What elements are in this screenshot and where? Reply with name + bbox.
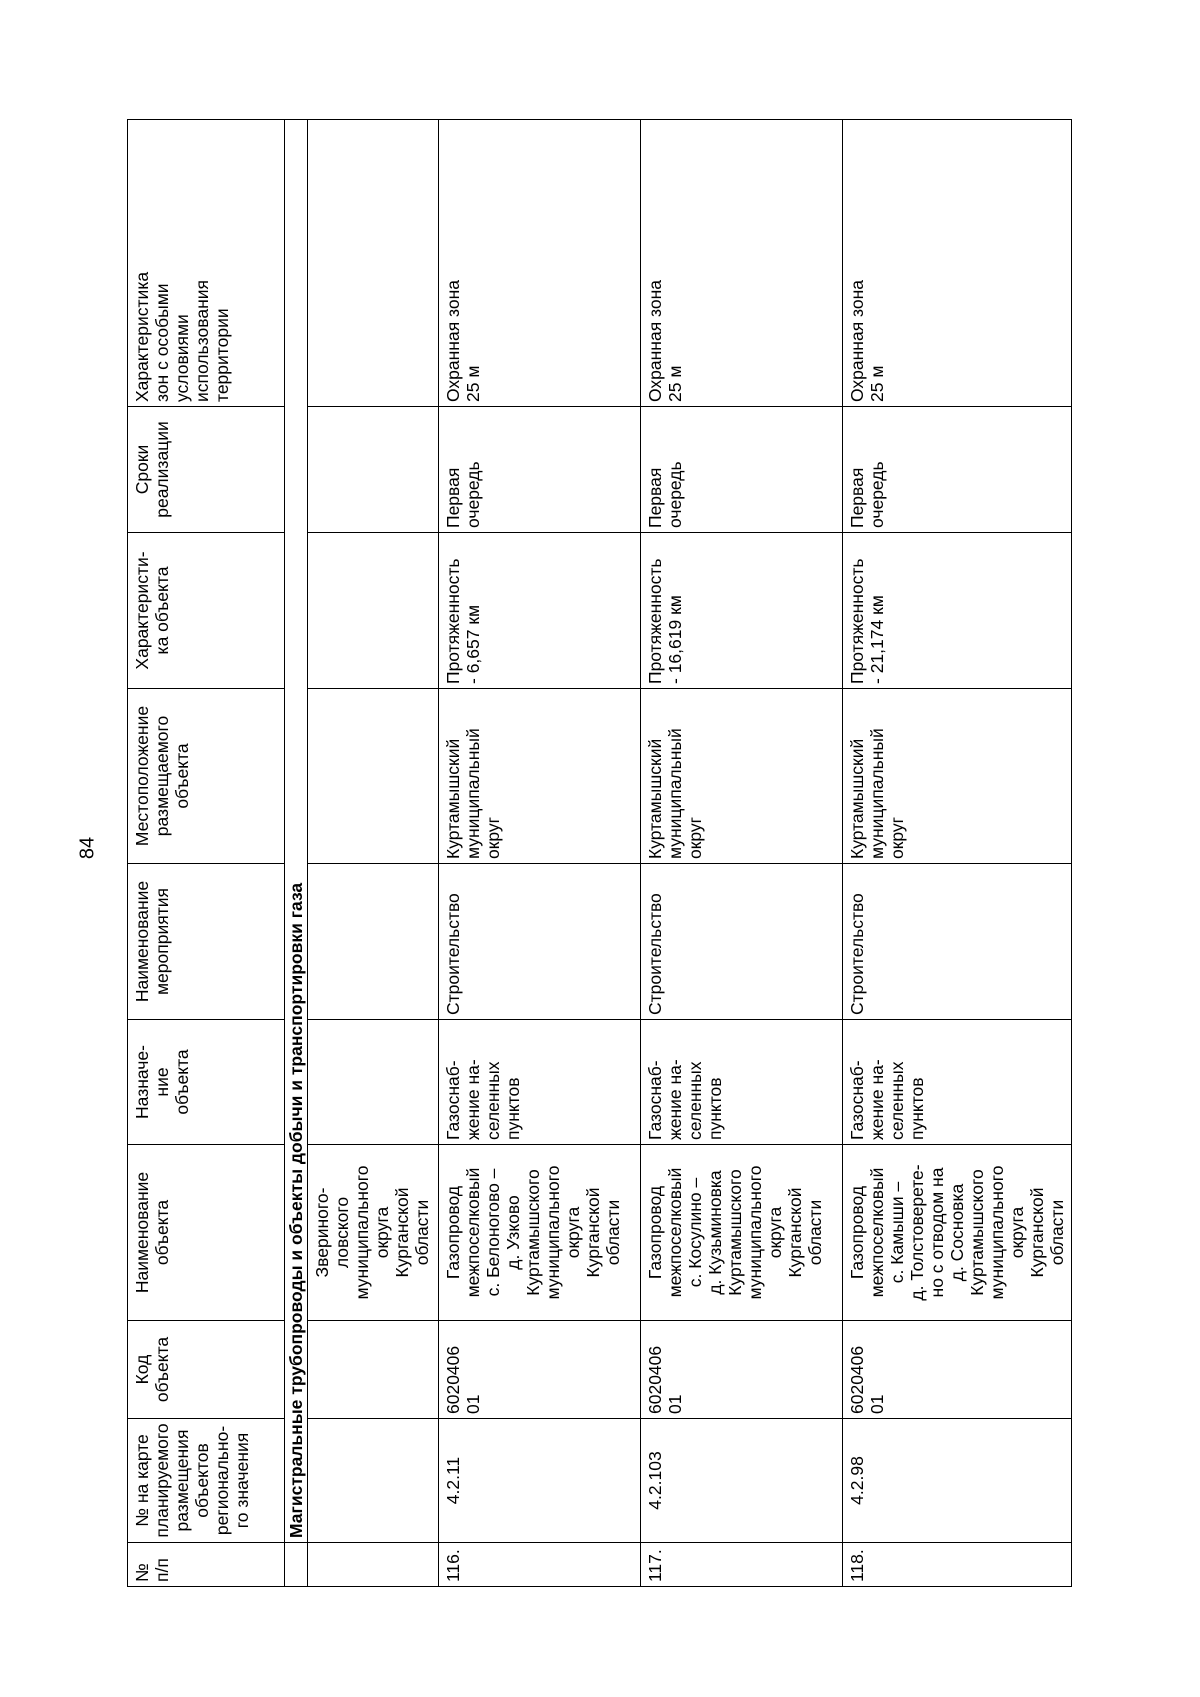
- page-number: 84: [76, 836, 99, 860]
- header-map-no: № на карте планируемого размещения объектов регионально- го значения: [128, 1419, 285, 1543]
- objects-table: [127, 119, 1072, 1587]
- row-action: Строительство: [843, 864, 1072, 1020]
- cont-code: [308, 1321, 439, 1419]
- cont-purpose: [308, 1020, 439, 1145]
- row-characteristic: Протяженность - 6,657 км: [439, 533, 641, 689]
- row-characteristic: Протяженность - 21,174 км: [843, 533, 1072, 689]
- table-row: [843, 120, 1072, 1587]
- row-map-no: 4.2.103: [641, 1419, 843, 1543]
- header-purpose: Назначе- ние объекта: [128, 1020, 285, 1145]
- table-row: [439, 120, 641, 1587]
- cont-name: Звериного- ловского муниципального округа Курганской области: [308, 1145, 439, 1321]
- header-code: Код объекта: [128, 1321, 285, 1419]
- row-name: Газопровод межпоселковый с. Косулино – д. Кузьминовка Куртамышского муниципального округа Курганской области: [641, 1145, 843, 1321]
- row-num: 118.: [843, 1543, 1072, 1587]
- row-term: Первая очередь: [439, 407, 641, 533]
- row-action: Строительство: [439, 864, 641, 1020]
- row-term: Первая очередь: [641, 407, 843, 533]
- row-location: Куртамышский муниципальный округ: [843, 689, 1072, 864]
- row-purpose: Газоснаб- жение на- селенных пунктов: [843, 1020, 1072, 1145]
- rotated-table-container: [127, 120, 1121, 1587]
- section-row: [285, 120, 308, 1587]
- cont-zone: [308, 120, 439, 407]
- row-purpose: Газоснаб- жение на- селенных пунктов: [641, 1020, 843, 1145]
- row-location: Куртамышский муниципальный округ: [439, 689, 641, 864]
- cont-characteristic: [308, 533, 439, 689]
- row-name: Газопровод межпоселковый с. Белоногово – д. Узково Куртамышского муниципального округа Курганской области: [439, 1145, 641, 1321]
- row-zone: Охранная зона 25 м: [439, 120, 641, 407]
- row-code: 6020406 01: [439, 1321, 641, 1419]
- header-zone: Характеристика зон с особыми условиями использования территории: [128, 120, 285, 407]
- header-name: Наименование объекта: [128, 1145, 285, 1321]
- row-map-no: 4.2.98: [843, 1419, 1072, 1543]
- cont-term: [308, 407, 439, 533]
- continuation-row: [308, 120, 439, 1587]
- cont-action: [308, 864, 439, 1020]
- table-row: [641, 120, 843, 1587]
- row-num: 116.: [439, 1543, 641, 1587]
- header-characteristic: Характеристи- ка объекта: [128, 533, 285, 689]
- row-characteristic: Протяженность - 16,619 км: [641, 533, 843, 689]
- section-title: Магистральные трубопроводы и объекты добычи и транспортировки газа: [285, 120, 308, 1543]
- row-purpose: Газоснаб- жение на- селенных пунктов: [439, 1020, 641, 1145]
- section-spacer: [285, 1543, 308, 1587]
- row-location: Куртамышский муниципальный округ: [641, 689, 843, 864]
- cont-location: [308, 689, 439, 864]
- header-num: № п/п: [128, 1543, 285, 1587]
- row-action: Строительство: [641, 864, 843, 1020]
- row-zone: Охранная зона 25 м: [641, 120, 843, 407]
- row-zone: Охранная зона 25 м: [843, 120, 1072, 407]
- header-location: Местоположение размещаемого объекта: [128, 689, 285, 864]
- cont-map-no: [308, 1419, 439, 1543]
- row-name: Газопровод межпоселковый с. Камыши – д. Толстоверете- но с отводом на д. Сосновка Куртамышского муниципального округа Курганской области: [843, 1145, 1072, 1321]
- row-code: 6020406 01: [641, 1321, 843, 1419]
- header-row: [128, 120, 285, 1587]
- row-num: 117.: [641, 1543, 843, 1587]
- header-action: Наименование мероприятия: [128, 864, 285, 1020]
- header-term: Сроки реализации: [128, 407, 285, 533]
- row-code: 6020406 01: [843, 1321, 1072, 1419]
- row-term: Первая очередь: [843, 407, 1072, 533]
- cont-num: [308, 1543, 439, 1587]
- row-map-no: 4.2.11: [439, 1419, 641, 1543]
